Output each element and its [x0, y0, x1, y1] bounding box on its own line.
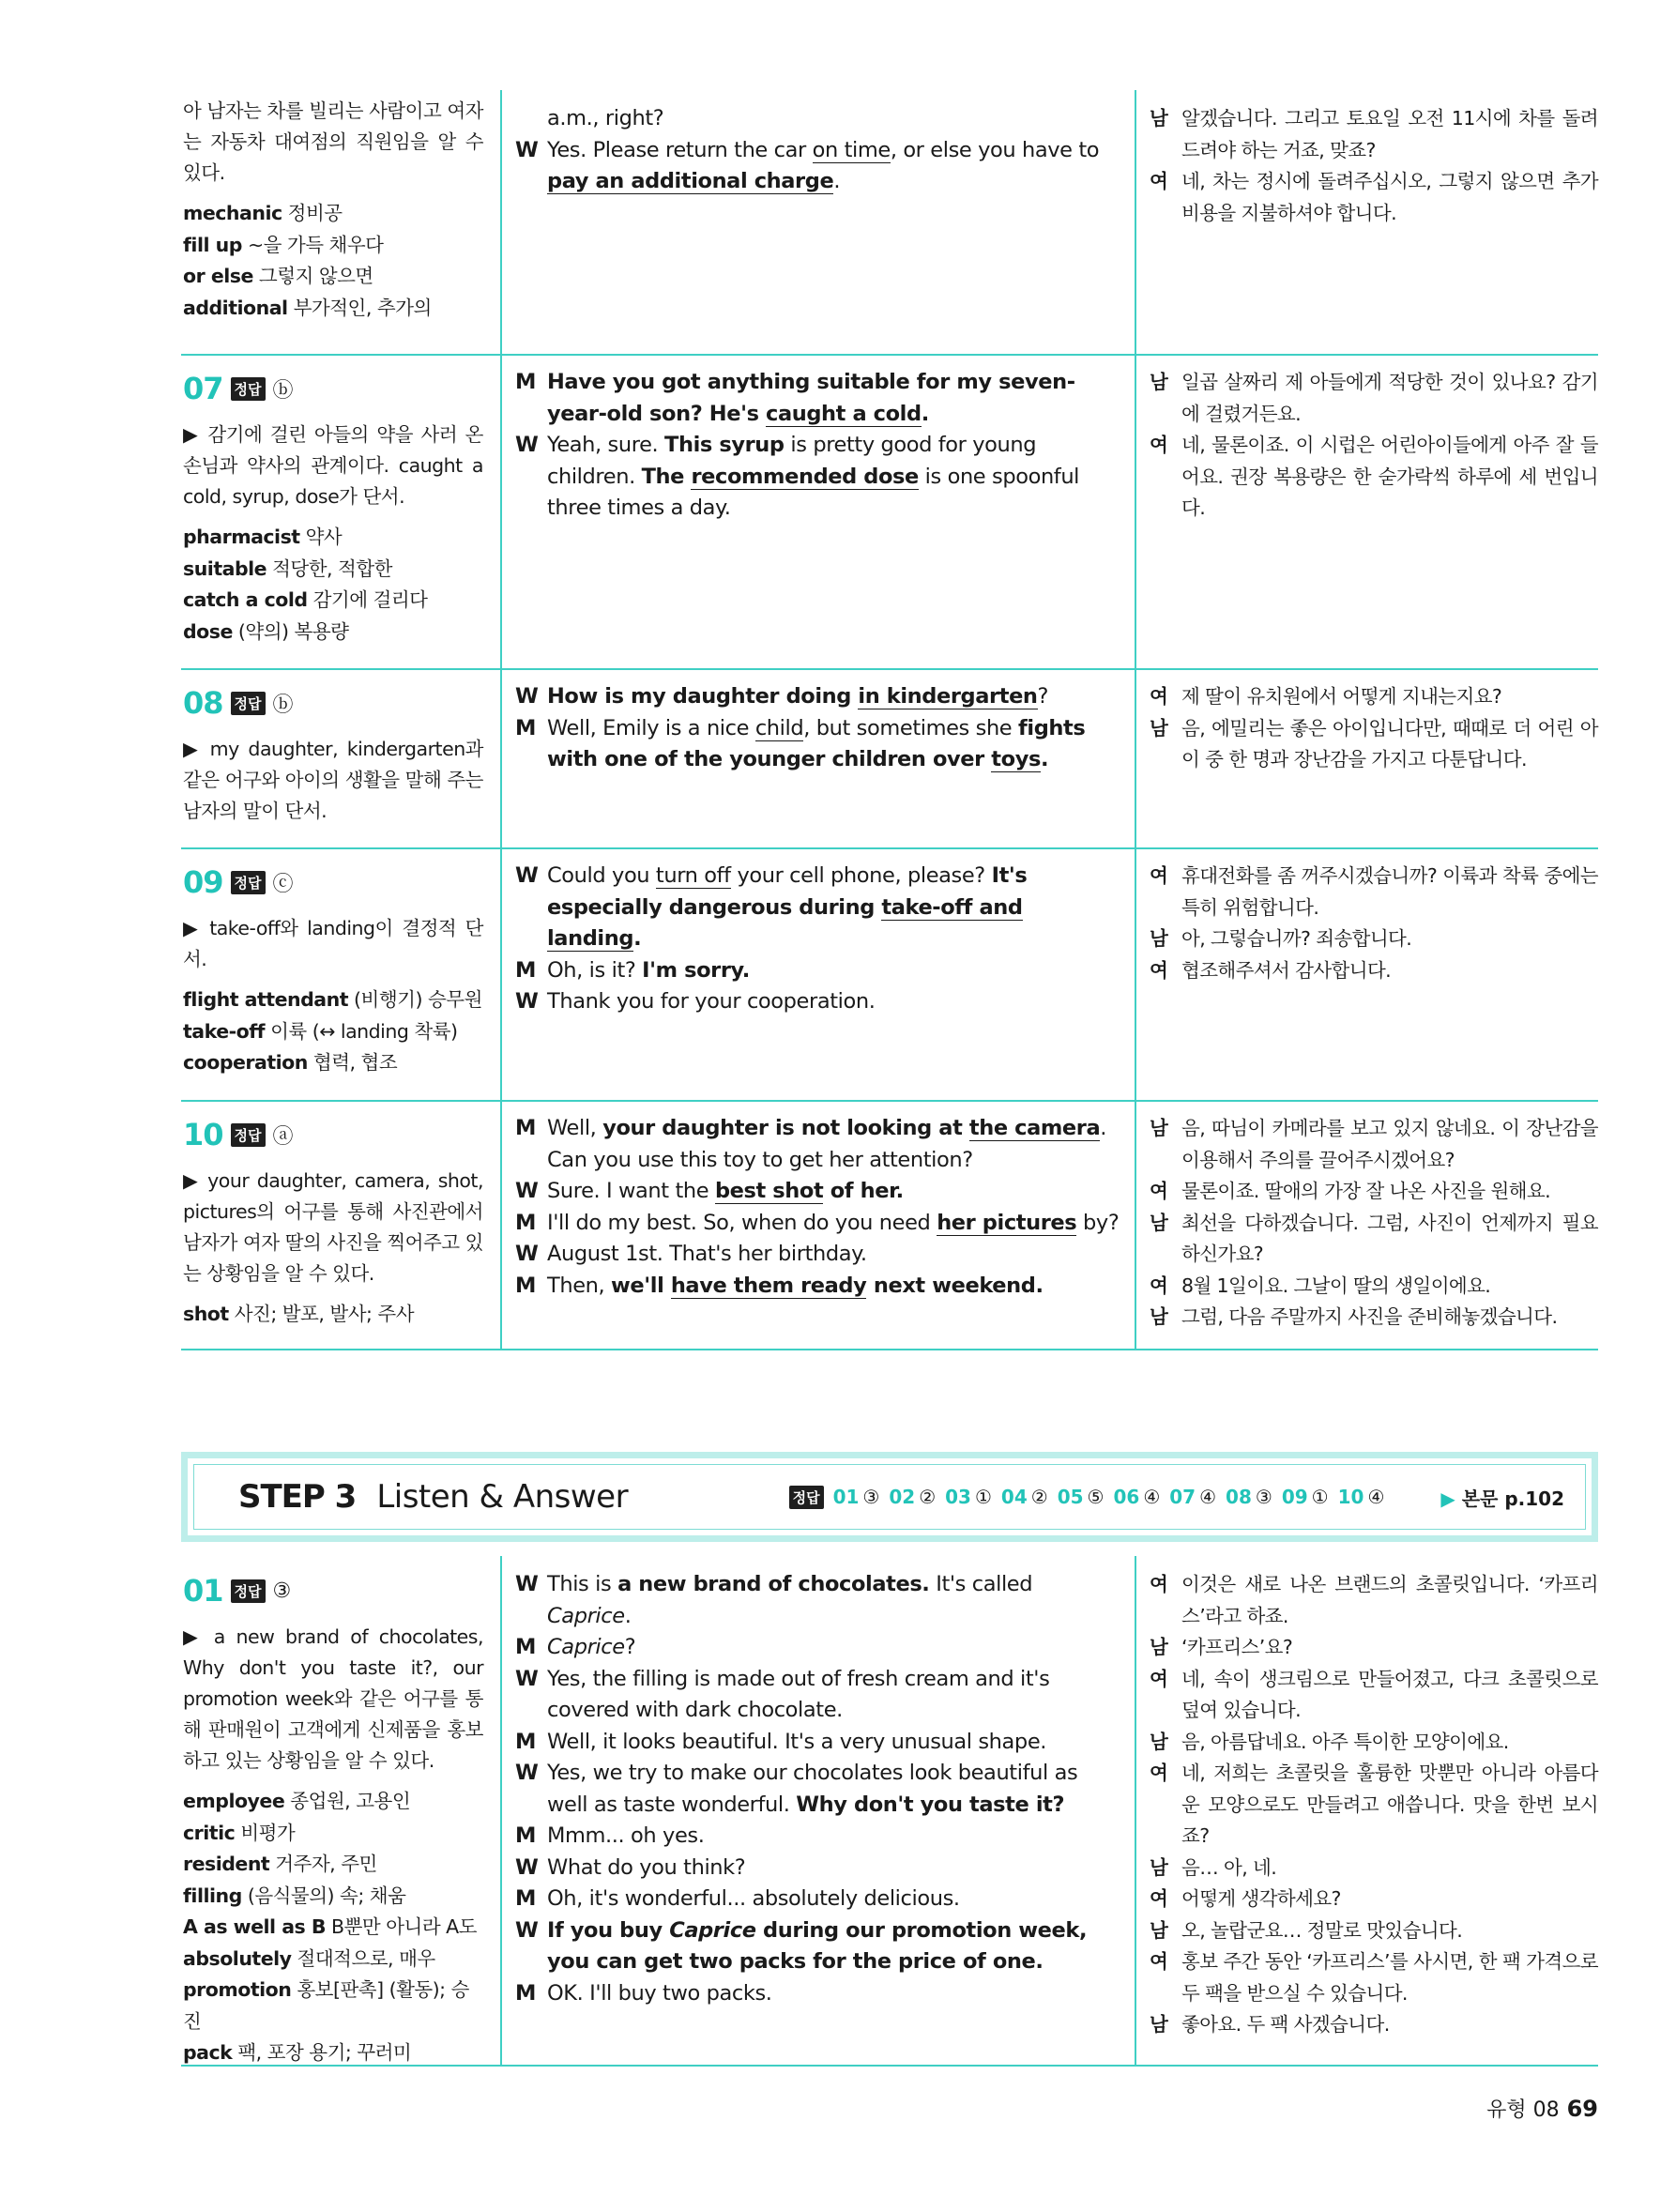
- page-number: 69: [1566, 2096, 1598, 2122]
- question-number: 10: [183, 1117, 223, 1152]
- vocab-meaning: 사진; 발포, 발사; 주사: [234, 1303, 415, 1325]
- script-line: [515, 103, 1121, 135]
- korean-translation-cell: [1136, 1556, 1598, 2065]
- answer-number: 02: [889, 1486, 916, 1508]
- explanation-cell: [181, 354, 502, 668]
- answer-choice: ①: [1311, 1486, 1329, 1508]
- script-text: How is my daughter doing in kindergarten?: [547, 684, 1049, 709]
- speaker-label: M: [515, 957, 536, 983]
- script-text: Well, your daughter is not looking at the camera. Can you use this toy to get her attention?: [547, 1116, 1107, 1172]
- translation-line: [1150, 1884, 1598, 1915]
- speaker-label: M: [515, 1729, 536, 1754]
- script-text: Have you got anything suitable for my seven-year-old son? He's caught a cold.: [547, 370, 1075, 426]
- answer-choice: ③: [862, 1486, 880, 1508]
- translation-line: [1150, 1758, 1598, 1853]
- answer-choice: ①: [974, 1486, 992, 1508]
- answer-choice: ④: [1367, 1486, 1385, 1508]
- answer-number: 04: [1000, 1486, 1028, 1508]
- vocab-word: additional: [183, 296, 288, 319]
- script-text: If you buy Caprice during our promotion week, you can get two packs for the price of one.: [547, 1917, 1088, 1974]
- translation-line: [1150, 1632, 1598, 1664]
- speaker-label: W: [515, 1242, 539, 1266]
- script-text: I'll do my best. So, when do you need her pictures by?: [547, 1210, 1120, 1235]
- english-script-cell: [502, 847, 1136, 1100]
- vocab-meaning: 이륙 (↔ landing 착륙): [270, 1019, 458, 1043]
- script-line: [515, 955, 1121, 987]
- question-header: [183, 371, 483, 406]
- speaker-label: W: [515, 1179, 539, 1203]
- script-line: [515, 1271, 1121, 1303]
- vocab-meaning: 부가적인, 추가의: [293, 296, 432, 319]
- script-line: [515, 1915, 1121, 1978]
- speaker-label: M: [515, 1980, 536, 2006]
- question-header: [183, 685, 483, 721]
- script-text: Could you turn off your cell phone, please? It's especially dangerous during take-off and landing.: [547, 863, 1028, 951]
- vocab-word: take-off: [183, 1019, 266, 1043]
- answer-row: [181, 847, 1598, 1102]
- vocab-word: shot: [183, 1303, 229, 1325]
- speaker-label: 여: [1150, 1573, 1168, 1595]
- vocab-item: [183, 522, 483, 554]
- translation-line: [1150, 681, 1598, 713]
- translation-text: 그럼, 다음 주말까지 사진을 준비해놓겠습니다.: [1181, 1305, 1558, 1328]
- answer-badge: 정답: [231, 692, 266, 715]
- explanation-note: ▶ your daughter, camera, shot, pictures의 어구를 통해 사진관에서 남자가 여자 딸의 사진을 찍어주고 있는 상황임을 알 수 있다.: [183, 1169, 483, 1285]
- step-subtitle: Listen & Answer: [376, 1478, 629, 1516]
- translation-text: 네, 물론이죠. 이 시럽은 어린아이들에게 아주 잘 들어요. 권장 복용량은 한 숟가락씩 하루에 세 번입니다.: [1181, 434, 1598, 519]
- explanation-note: ▶ 감기에 걸린 아들의 약을 사러 온 손님과 약사의 관계이다. caught a cold, syrup, dose가 단서.: [183, 423, 483, 508]
- translation-text: 네, 속이 생크림으로 만들어졌고, 다크 초콜릿으로 덮여 있습니다.: [1181, 1667, 1598, 1721]
- vocab-meaning: (비행기) 승무원: [354, 988, 482, 1011]
- vocab-word: pack: [183, 2041, 233, 2064]
- vocab-meaning: 절대적으로, 매우: [297, 1946, 435, 1970]
- translation-text: 홍보 주간 동안 ‘카프리스’를 사시면, 한 팩 가격으로 두 팩을 받으실 수 있습니다.: [1181, 1950, 1598, 2005]
- translation-line: [1150, 430, 1598, 525]
- vocab-item: [183, 1047, 483, 1079]
- translation-line: [1150, 1302, 1598, 1334]
- vocab-word: absolutely: [183, 1946, 292, 1970]
- script-text: Mmm... oh yes.: [547, 1823, 705, 1848]
- vocab-list: [183, 1299, 483, 1331]
- vocab-item: [183, 261, 483, 293]
- english-script-cell: [502, 668, 1136, 847]
- question-header: [183, 1573, 483, 1609]
- vocab-item: [183, 554, 483, 586]
- vocab-meaning: 적당한, 적합한: [272, 557, 392, 580]
- translation-text: 네, 저희는 초콜릿을 훌륭한 맛뿐만 아니라 아름다운 모양으로도 만들려고 애씁니다. 맛을 한번 보시죠?: [1181, 1762, 1598, 1847]
- script-line: [515, 1821, 1121, 1853]
- script-line: [515, 1853, 1121, 1884]
- speaker-label: 남: [1150, 2013, 1168, 2036]
- answer-number: 03: [945, 1486, 971, 1508]
- vocab-item: [183, 1944, 483, 1976]
- vocab-word: suitable: [183, 557, 267, 580]
- script-line: [515, 986, 1121, 1018]
- speaker-label: 남: [1150, 1918, 1168, 1942]
- explanation-cell: [181, 847, 502, 1100]
- speaker-label: 남: [1150, 1730, 1168, 1753]
- speaker-label: M: [515, 715, 536, 740]
- question-number: 07: [183, 371, 223, 406]
- speaker-label: [515, 103, 547, 135]
- script-line: [515, 1727, 1121, 1759]
- script-line: [515, 1632, 1121, 1664]
- vocab-list: [183, 522, 483, 648]
- translation-text: 알겠습니다. 그리고 토요일 오전 11시에 차를 돌려드려야 하는 거죠, 맞죠?: [1181, 107, 1598, 161]
- vocab-meaning: ~을 가득 채우다: [247, 233, 384, 256]
- translation-line: [1150, 1176, 1598, 1208]
- answer-row: [181, 1556, 1598, 2067]
- script-text: Yes. Please return the car on time, or else you have to pay an additional charge.: [547, 137, 1100, 193]
- vocab-word: A as well as B: [183, 1915, 327, 1938]
- speaker-label: 여: [1150, 1950, 1168, 1973]
- speaker-label: 남: [1150, 927, 1168, 950]
- vocab-item: [183, 1912, 483, 1944]
- answer-badge: 정답: [231, 1579, 266, 1603]
- vocab-word: flight attendant: [183, 988, 349, 1011]
- explanation-cell: [181, 90, 502, 354]
- translation-text: 음, 에밀리는 좋은 아이입니다만, 때때로 더 어린 아이 중 한 명과 장난감을 가지고 다툰답니다.: [1181, 716, 1598, 770]
- speaker-label: M: [515, 1273, 536, 1298]
- vocab-meaning: 비평가: [240, 1821, 296, 1844]
- translation-line: [1150, 2009, 1598, 2041]
- script-text: Then, we'll have them ready next weekend.: [547, 1273, 1044, 1298]
- speaker-label: 남: [1150, 1305, 1168, 1328]
- script-line: [515, 430, 1121, 525]
- speaker-label: 여: [1150, 1274, 1168, 1297]
- script-text: Yeah, sure. This syrup is pretty good for young children. The recommended dose is one spoonful three times a day.: [547, 433, 1080, 520]
- explanation-note: ▶ take-off와 landing이 결정적 단서.: [183, 917, 483, 970]
- vocab-item: [183, 1299, 483, 1331]
- vocab-meaning: 종업원, 고용인: [290, 1790, 411, 1812]
- translation-text: 일곱 살짜리 제 아들에게 적당한 것이 있나요? 감기에 걸렸거든요.: [1181, 371, 1598, 425]
- translation-line: [1150, 1569, 1598, 1632]
- answer-choice: ③: [1255, 1486, 1272, 1508]
- vocab-meaning: 정비공: [287, 202, 343, 224]
- speaker-label: W: [515, 1854, 539, 1880]
- script-line: [515, 1664, 1121, 1727]
- korean-translation-cell: [1136, 847, 1598, 1100]
- speaker-label: 여: [1150, 170, 1168, 192]
- vocab-word: promotion: [183, 1978, 292, 2001]
- english-script-cell: [502, 1100, 1136, 1349]
- answer-number: 05: [1057, 1486, 1084, 1508]
- question-number: 08: [183, 685, 223, 721]
- translation-line: [1150, 1664, 1598, 1727]
- vocab-meaning: (약의) 복용량: [237, 619, 349, 643]
- translation-text: 오, 놀랍군요… 정말로 맛있습니다.: [1181, 1918, 1463, 1942]
- answer-row: [181, 90, 1598, 356]
- page-reference-text: 본문 p.102: [1461, 1487, 1564, 1510]
- translation-text: 음… 아, 네.: [1181, 1855, 1277, 1879]
- page-footer: [1486, 2094, 1598, 2123]
- speaker-label: W: [515, 989, 539, 1014]
- vocab-list: [183, 198, 483, 324]
- vocab-item: [183, 1786, 483, 1818]
- translation-line: [1150, 1915, 1598, 1947]
- speaker-label: W: [515, 863, 539, 888]
- script-text: a.m., right?: [547, 106, 664, 130]
- translation-text: 음, 아름답네요. 아주 특이한 모양이에요.: [1181, 1730, 1509, 1753]
- answer-choice: ②: [1030, 1486, 1048, 1508]
- speaker-label: W: [515, 684, 539, 709]
- speaker-label: M: [515, 1886, 536, 1911]
- english-script-cell: [502, 90, 1136, 354]
- translation-line: [1150, 1946, 1598, 2009]
- explanation-note: 아 남자는 차를 빌리는 사람이고 여자는 자동차 대여점의 직원임을 알 수 있다.: [183, 99, 483, 184]
- speaker-label: 남: [1150, 107, 1168, 130]
- vocab-meaning: 거주자, 주민: [275, 1853, 377, 1875]
- translation-line: [1150, 1208, 1598, 1271]
- speaker-label: 남: [1150, 1211, 1168, 1234]
- vocab-item: [183, 1818, 483, 1850]
- explanation-note: ▶ a new brand of chocolates, Why don't you taste it?, our promotion week와 같은 어구를 통해 판매원이 고객에게 신제품을 홍보하고 있는 상황임을 알 수 있다.: [183, 1625, 483, 1772]
- translation-line: [1150, 955, 1598, 987]
- question-number: 09: [183, 864, 223, 900]
- vocab-item: [183, 1016, 483, 1048]
- answer-choice: ④: [1199, 1486, 1217, 1508]
- vocab-word: pharmacist: [183, 526, 300, 548]
- speaker-label: 남: [1150, 1636, 1168, 1658]
- translation-text: ‘카프리스’요?: [1181, 1636, 1293, 1658]
- answer-choice: ⓑ: [272, 378, 294, 403]
- translation-line: [1150, 923, 1598, 955]
- script-line: [515, 1978, 1121, 2010]
- translation-text: 아, 그렇습니까? 죄송합니다.: [1181, 927, 1412, 950]
- speaker-label: 남: [1150, 1117, 1168, 1139]
- vocab-item: [183, 585, 483, 617]
- translation-text: 네, 차는 정시에 돌려주십시오, 그렇지 않으면 추가 비용을 지불하셔야 합니다.: [1181, 170, 1598, 224]
- translation-text: 이것은 새로 나온 브랜드의 초콜릿입니다. ‘카프리스’라고 하죠.: [1181, 1573, 1598, 1627]
- vocab-item: [183, 1975, 483, 2037]
- answer-badge: 정답: [789, 1486, 824, 1509]
- vocab-item: [183, 198, 483, 230]
- vocab-meaning: 협력, 협조: [312, 1051, 398, 1074]
- translation-line: [1150, 166, 1598, 229]
- korean-translation-cell: [1136, 1100, 1598, 1349]
- speaker-label: M: [515, 1210, 536, 1235]
- vocab-meaning: 약사: [305, 526, 343, 548]
- answer-choice: ②: [919, 1486, 937, 1508]
- speaker-label: M: [515, 1116, 536, 1140]
- translation-text: 8월 1일이요. 그날이 딸의 생일이에요.: [1181, 1274, 1491, 1297]
- script-line: [515, 1239, 1121, 1271]
- translation-text: 어떻게 생각하세요?: [1181, 1887, 1341, 1910]
- answer-row: [181, 354, 1598, 670]
- translation-line: [1150, 861, 1598, 923]
- explanation-cell: [181, 1100, 502, 1349]
- answer-choice: ⓒ: [272, 872, 294, 896]
- vocab-meaning: 감기에 걸리다: [312, 588, 428, 611]
- speaker-label: 여: [1150, 434, 1168, 456]
- vocab-list: [183, 984, 483, 1079]
- script-line: [515, 135, 1121, 198]
- script-line: [515, 1208, 1121, 1240]
- translation-line: [1150, 713, 1598, 776]
- speaker-label: 남: [1150, 1855, 1168, 1879]
- vocab-word: cooperation: [183, 1051, 308, 1074]
- vocab-meaning: 그렇지 않으면: [258, 265, 373, 287]
- script-line: [515, 681, 1121, 713]
- answer-number: 09: [1281, 1486, 1308, 1508]
- answer-choice: ④: [1143, 1486, 1161, 1508]
- vocab-word: dose: [183, 619, 233, 643]
- vocab-word: critic: [183, 1821, 236, 1844]
- question-number: 01: [183, 1573, 223, 1609]
- script-text: OK. I'll buy two packs.: [547, 1980, 772, 2006]
- translation-text: 협조해주셔서 감사합니다.: [1181, 958, 1392, 982]
- translation-text: 좋아요. 두 팩 사겠습니다.: [1181, 2013, 1390, 2036]
- speaker-label: M: [515, 1823, 536, 1848]
- vocab-item: [183, 230, 483, 262]
- speaker-label: 남: [1150, 371, 1168, 393]
- script-text: Oh, is it? I'm sorry.: [547, 957, 750, 983]
- korean-translation-cell: [1136, 668, 1598, 847]
- speaker-label: 여: [1150, 1762, 1168, 1784]
- script-line: [515, 1113, 1121, 1176]
- step-answer-key: [789, 1486, 1385, 1509]
- script-line: [515, 1569, 1121, 1632]
- question-header: [183, 1117, 483, 1152]
- speaker-label: 여: [1150, 685, 1168, 708]
- vocab-word: fill up: [183, 233, 242, 256]
- vocab-word: or else: [183, 265, 253, 287]
- vocab-word: employee: [183, 1790, 285, 1812]
- explanation-cell: [181, 668, 502, 847]
- speaker-label: W: [515, 137, 539, 162]
- answer-number: 08: [1226, 1486, 1252, 1508]
- vocab-meaning: 팩, 포장 용기; 꾸러미: [237, 2041, 412, 2064]
- page-reference: [1440, 1484, 1564, 1511]
- speaker-label: M: [515, 370, 536, 394]
- vocab-item: [183, 1881, 483, 1913]
- vocab-word: resident: [183, 1853, 270, 1875]
- translation-text: 음, 따님이 카메라를 보고 있지 않네요. 이 장난감을 이용해서 주의를 끌어주시겠어요?: [1181, 1117, 1598, 1171]
- step-header: [181, 1452, 1598, 1542]
- vocab-item: [183, 1849, 483, 1881]
- script-line: [515, 367, 1121, 430]
- script-text: Yes, the filling is made out of fresh cream and it's covered with dark chocolate.: [547, 1666, 1050, 1722]
- translation-text: 최선을 다하겠습니다. 그럼, 사진이 언제까지 필요하신가요?: [1181, 1211, 1598, 1265]
- speaker-label: 남: [1150, 716, 1168, 740]
- speaker-label: W: [515, 1666, 539, 1691]
- vocab-word: catch a cold: [183, 588, 308, 611]
- vocab-word: filling: [183, 1884, 242, 1907]
- translation-line: [1150, 367, 1598, 430]
- answer-choice: ⓑ: [272, 693, 294, 717]
- vocab-item: [183, 293, 483, 325]
- translation-line: [1150, 1727, 1598, 1759]
- arrow-right-icon: ▶: [1440, 1487, 1455, 1510]
- script-text: Caprice?: [547, 1635, 636, 1659]
- english-script-cell: [502, 354, 1136, 668]
- answer-row: [181, 1100, 1598, 1350]
- explanation-cell: [181, 1556, 502, 2065]
- vocab-item: [183, 2037, 483, 2069]
- speaker-label: 여: [1150, 1180, 1168, 1202]
- script-text: Well, Emily is a nice child, but sometimes she fights with one of the younger children over toys.: [547, 715, 1086, 771]
- vocab-item: [183, 984, 483, 1016]
- speaker-label: W: [515, 1761, 539, 1785]
- speaker-label: 여: [1150, 1667, 1168, 1690]
- answer-badge: 정답: [231, 871, 266, 894]
- speaker-label: W: [515, 1572, 539, 1596]
- vocab-item: [183, 617, 483, 648]
- script-text: August 1st. That's her birthday.: [547, 1242, 867, 1266]
- script-text: Yes, we try to make our chocolates look beautiful as well as taste wonderful. Why don't you taste it?: [547, 1761, 1078, 1817]
- answer-number: 06: [1113, 1486, 1140, 1508]
- script-text: This is a new brand of chocolates. It's called Caprice.: [547, 1572, 1033, 1628]
- speaker-label: 여: [1150, 864, 1168, 887]
- vocab-word: mechanic: [183, 202, 282, 224]
- vocab-meaning: 홍보[판촉] (활동); 승진: [183, 1978, 469, 2033]
- speaker-label: 여: [1150, 1887, 1168, 1910]
- script-text: Thank you for your cooperation.: [547, 989, 876, 1014]
- answer-row: [181, 668, 1598, 849]
- script-text: Oh, it's wonderful... absolutely delicious.: [547, 1886, 960, 1911]
- english-script-cell: [502, 1556, 1136, 2065]
- translation-line: [1150, 1853, 1598, 1884]
- answer-choice: ⓐ: [272, 1124, 294, 1149]
- answer-badge: 정답: [231, 377, 266, 401]
- script-line: [515, 861, 1121, 955]
- script-line: [515, 1176, 1121, 1208]
- answer-badge: 정답: [231, 1123, 266, 1147]
- answer-number: 10: [1337, 1486, 1364, 1508]
- translation-line: [1150, 103, 1598, 166]
- speaker-label: W: [515, 1917, 539, 1943]
- answer-choice: ⑤: [1087, 1486, 1105, 1508]
- translation-line: [1150, 1271, 1598, 1303]
- translation-text: 휴대전화를 좀 꺼주시겠습니까? 이륙과 착륙 중에는 특히 위험합니다.: [1181, 864, 1598, 919]
- korean-translation-cell: [1136, 354, 1598, 668]
- translation-text: 물론이죠. 딸애의 가장 잘 나온 사진을 원해요.: [1181, 1180, 1550, 1202]
- translation-text: 제 딸이 유치원에서 어떻게 지내는지요?: [1181, 685, 1502, 708]
- explanation-note: ▶ my daughter, kindergarten과 같은 어구와 아이의 생활을 말해 주는 남자의 말이 단서.: [183, 738, 483, 822]
- speaker-label: M: [515, 1635, 536, 1659]
- footer-label: 유형 08: [1486, 2098, 1560, 2122]
- answer-choice: ③: [272, 1579, 292, 1603]
- step-title: STEP 3: [238, 1478, 357, 1516]
- vocab-meaning: B뿐만 아니라 A도: [331, 1915, 477, 1938]
- script-text: What do you think?: [547, 1854, 746, 1880]
- vocab-meaning: (음식물의) 속; 채움: [247, 1884, 406, 1907]
- korean-translation-cell: [1136, 90, 1598, 354]
- script-text: Well, it looks beautiful. It's a very unusual shape.: [547, 1729, 1047, 1754]
- speaker-label: 여: [1150, 958, 1168, 982]
- translation-line: [1150, 1113, 1598, 1176]
- answer-number: 07: [1169, 1486, 1196, 1508]
- answer-number: 01: [832, 1486, 860, 1508]
- speaker-label: W: [515, 433, 539, 457]
- question-header: [183, 864, 483, 900]
- vocab-list: [183, 1786, 483, 2069]
- script-line: [515, 713, 1121, 776]
- script-line: [515, 1758, 1121, 1821]
- script-text: Sure. I want the best shot of her.: [547, 1179, 904, 1203]
- script-line: [515, 1884, 1121, 1915]
